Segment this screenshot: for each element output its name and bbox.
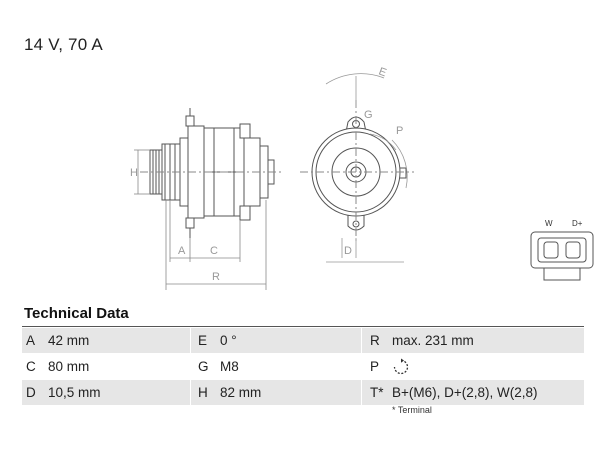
alternator-front-view [300, 100, 414, 244]
section-title: Technical Data [24, 305, 129, 322]
dim-label-e: E [376, 65, 388, 80]
value-cell: 10,5 mm [48, 385, 101, 400]
value-cell: 82 mm [220, 385, 262, 400]
connector-label-dplus: D+ [572, 219, 583, 228]
terminal-footnote: * Terminal [392, 405, 432, 415]
key-cell: P [370, 359, 380, 374]
value-cell: B+(M6), D+(2,8), W(2,8) [392, 385, 538, 400]
dim-label-c: C [210, 245, 218, 257]
clockwise-rotation-icon [392, 358, 410, 376]
key-cell: D [26, 385, 36, 400]
dim-label-a: A [178, 245, 186, 257]
plug-connector [531, 232, 593, 280]
key-cell: C [26, 359, 36, 374]
page-title: 14 V, 70 A [24, 35, 103, 54]
key-cell: H [198, 385, 208, 400]
dim-label-r: R [212, 271, 220, 283]
table-row [22, 328, 584, 353]
key-cell: G [198, 359, 209, 374]
column-separator [190, 328, 191, 353]
column-separator [190, 380, 191, 405]
table-row [22, 354, 584, 379]
key-cell: R [370, 333, 380, 348]
value-cell: M8 [220, 359, 239, 374]
value-cell: 80 mm [48, 359, 90, 374]
key-cell: A [26, 333, 36, 348]
value-cell: 42 mm [48, 333, 90, 348]
column-separator [361, 380, 362, 405]
value-cell: max. 231 mm [392, 333, 474, 348]
key-cell: T* [370, 385, 384, 400]
alternator-side-view [140, 108, 282, 238]
connector-label-w: W [545, 219, 553, 228]
dim-label-g: G [364, 109, 373, 121]
column-separator [361, 328, 362, 353]
table-divider [22, 326, 584, 327]
key-cell: E [198, 333, 208, 348]
table-row [22, 380, 584, 405]
dim-label-d: D [344, 245, 352, 257]
dim-label-p: P [396, 125, 404, 137]
value-cell: 0 ° [220, 333, 237, 348]
dim-label-h: H [130, 167, 138, 179]
